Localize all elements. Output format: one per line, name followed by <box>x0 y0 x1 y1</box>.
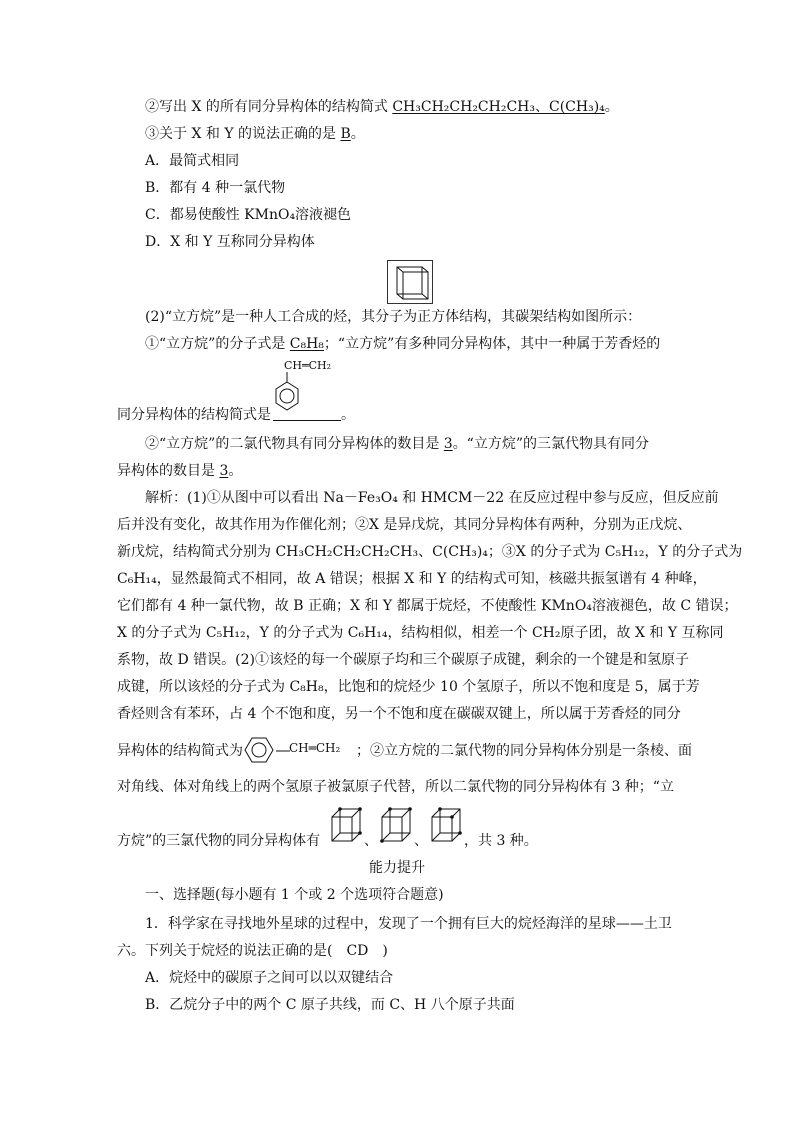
trichloro-separator: 、 <box>414 833 428 849</box>
analysis-line: C₆H₁₄，显然最简式不相同，故 A 错误；根据 X 和 Y 的结构式可知，核磁共振氢谱有 4 种峰， <box>117 571 707 587</box>
analysis-line: 香烃则含有苯环，占 4 个不饱和度，另一个不饱和度在碳碳双键上，所以属于芳香烃的同分 <box>117 706 681 722</box>
answer-blank <box>273 406 341 421</box>
analysis-styrene-line <box>117 741 243 761</box>
analysis-line: 它们都有 4 种一氯代物，故 B 正确；X 和 Y 都属于烷烃，不使酸性 KMnO₄溶液褪色，故 C 错误； <box>117 598 738 614</box>
q1-line2-text: ②写出 X 的所有同分异构体的结构简式 <box>145 99 393 115</box>
styrene-horizontal-structure <box>244 735 276 765</box>
q2-intro: (2)“立方烷”是一种人工合成的烃，其分子为正方体结构，其碳架结构如图所示： <box>145 309 642 325</box>
trichloro-separator: 、 <box>364 833 378 849</box>
q2-line1-text: ①“立方烷”的分子式是 <box>145 336 290 352</box>
next-question-line2 <box>117 941 388 961</box>
q2-line4-end: 。 <box>228 463 243 479</box>
q1-option-c: C．都易使酸性 KMnO₄溶液褪色 <box>145 207 352 223</box>
trichloro-end: ，共 3 种。 <box>464 833 538 849</box>
q1-line2 <box>145 97 619 117</box>
q2-dichloro-answer: 3 <box>443 436 453 452</box>
styrene-bond-horizontal <box>276 748 290 754</box>
analysis-line: 后并没有变化，故其作用为作催化剂；②X 是异戊烷，其同分异构体有两种，分别为正戊烷、 <box>117 517 692 533</box>
trichloro-cube-1 <box>328 803 364 847</box>
trichloro-cube-3 <box>428 803 464 847</box>
styrene-horizontal-label: CH═CH₂ <box>289 741 341 755</box>
q2-trichloro-answer: 3 <box>219 463 229 479</box>
q1-option-b: B．都有 4 种一氯代物 <box>145 180 286 196</box>
next-question-option-a: A．烷烃中的碳原子之间可以以双键结合 <box>145 970 394 986</box>
q1-line3-text: ③关于 X 和 Y 的说法正确的是 <box>145 126 341 142</box>
analysis-trichloro-line: 方烷”的三氯代物的同分异构体有 <box>117 833 321 849</box>
q2-line2 <box>117 405 355 425</box>
q1-line2-answer: CH₃CH₂CH₂CH₂CH₃、C(CH₃)₄ <box>392 99 605 115</box>
next-question-end: ) <box>368 943 388 959</box>
analysis-styrene-end: ；②立方烷的二氯代物的同分异构体分别是一条棱、面 <box>356 743 692 759</box>
q2-line3-text: ②“立方烷”的二氯代物具有同分异构体的数目是 <box>145 436 444 452</box>
next-question-line1: 1．科学家在寻找地外星球的过程中，发现了一个拥有巨大的烷烃海洋的星球——土卫 <box>145 916 672 932</box>
q2-line1 <box>145 334 660 354</box>
analysis-line: 成键，所以该烃的分子式为 C₈H₈，比饱和的烷烃少 10 个氢原子，所以不饱和度是 5，属于芳 <box>117 679 700 695</box>
q2-line4 <box>117 461 242 481</box>
next-question-text: 六。下列关于烷烃的说法正确的是( <box>117 943 347 959</box>
q2-line1-end: ；“立方烷”有多种同分异构体，其中一种属于芳香烃的 <box>323 336 661 352</box>
q2-line3 <box>145 434 649 454</box>
q1-option-a: A．最简式相同 <box>145 153 240 169</box>
q2-line3-end: 。“立方烷”的三氯代物具有同分 <box>452 436 650 452</box>
q1-line3-end: 。 <box>350 126 365 142</box>
next-question-option-b: B．乙烷分子中的两个 C 原子共线，而 C、H 八个原子共面 <box>145 997 515 1013</box>
analysis-line: 新戊烷，结构简式分别为 CH₃CH₂CH₂CH₂CH₃、C(CH₃)₄；③X 的分子式为 C₅H₁₂，Y 的分子式为 <box>117 544 743 560</box>
analysis-line: X 的分子式为 C₅H₁₂，Y 的分子式为 C₆H₁₄，结构相似，相差一个 CH₂原子团，故 X 和 Y 互称同 <box>117 625 724 641</box>
q2-line4-text: 异构体的数目是 <box>117 463 220 479</box>
next-question-answer: CD <box>346 943 369 959</box>
q1-line2-end: 。 <box>604 99 619 115</box>
q1-line3-answer: B <box>340 126 351 142</box>
analysis-styrene-text: 异构体的结构简式为 <box>117 743 243 759</box>
part-title: 一、选择题(每小题有 1 个或 2 个选项符合题意) <box>145 887 444 903</box>
analysis-line: 解析：(1)①从图中可以看出 Na－Fe₃O₄ 和 HMCM－22 在反应过程中参与反应，但反应前 <box>145 490 719 506</box>
cubane-figure <box>387 260 433 304</box>
section-title: 能力提升 <box>369 860 425 876</box>
styrene-label: CH═CH₂ <box>284 359 332 372</box>
trichloro-cube-2 <box>378 803 414 847</box>
q2-line2-text: 同分异构体的结构简式是 <box>117 407 271 423</box>
analysis-line: 对角线、体对角线上的两个氢原子被氯原子代替，所以二氯代物的同分异构体有 3 种；“立 <box>117 779 674 795</box>
q1-line3 <box>145 124 365 144</box>
q2-line2-end: 。 <box>341 407 355 423</box>
q2-formula-answer: C₈H₈ <box>289 336 324 352</box>
analysis-line: 系物，故 D 错误。(2)①该烃的每一个碳原子均和三个碳原子成键，剩余的一个键是和氢原子 <box>117 652 689 668</box>
q1-option-d: D．X 和 Y 互称同分异构体 <box>145 234 315 250</box>
